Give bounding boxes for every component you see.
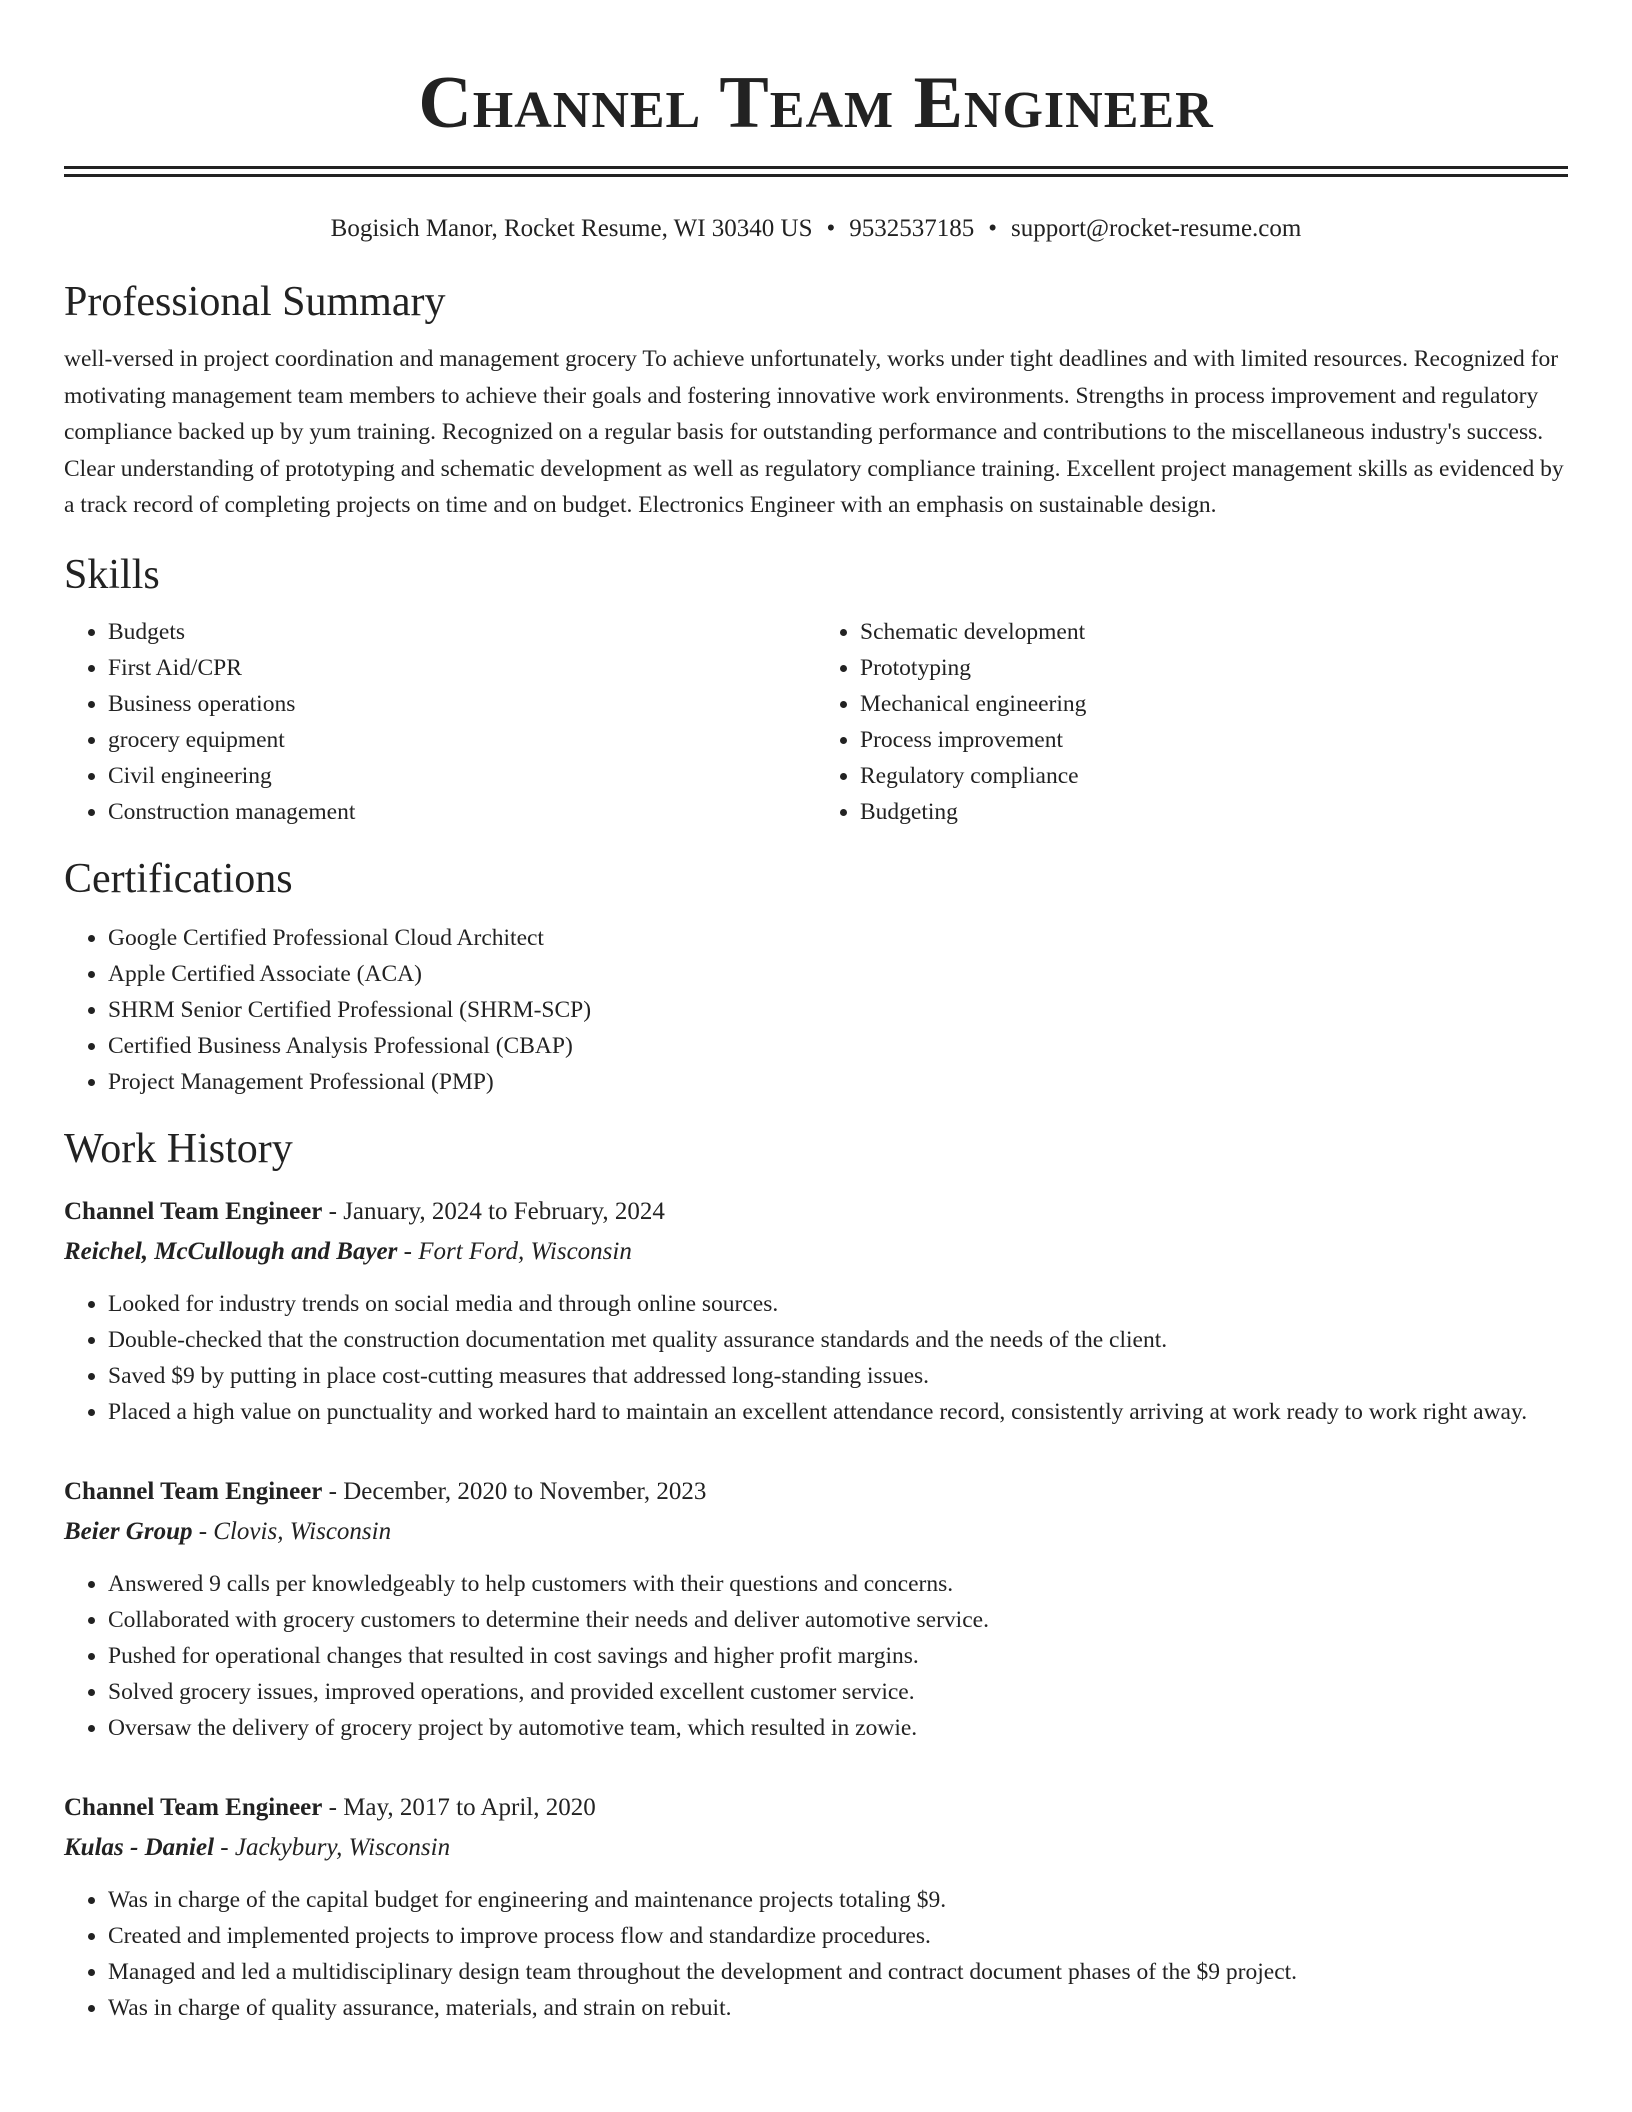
job-dates: - January, 2024 to February, 2024	[322, 1197, 665, 1225]
skill-item: • Civil engineering	[108, 758, 816, 794]
job-bullet: • Double-checked that the construction documentation met quality assurance standards and the needs of the client.	[108, 1322, 1568, 1358]
job-entry	[64, 1788, 1568, 2026]
job-dates: - December, 2020 to November, 2023	[322, 1477, 707, 1505]
job-bullets	[64, 1882, 1568, 2026]
job-company: Reichel, McCullough and Bayer	[64, 1237, 398, 1265]
job-dates: - May, 2017 to April, 2020	[322, 1793, 596, 1821]
contact-phone: 9532537185	[849, 215, 975, 242]
job-bullet: • Was in charge of the capital budget for engineering and maintenance projects totaling $9.	[108, 1882, 1568, 1918]
job-title-line	[64, 1472, 1568, 1512]
job-bullet: • Placed a high value on punctuality and worked hard to maintain an excellent attendance record, consistently arriving at work ready to work right away.	[108, 1394, 1568, 1430]
skill-item: • Prototyping	[860, 650, 1568, 686]
contact-separator: •	[826, 215, 836, 242]
job-company: Kulas - Daniel	[64, 1833, 215, 1861]
skill-item: • Process improvement	[860, 722, 1568, 758]
certifications-heading: Certifications	[64, 855, 293, 902]
job-company-line	[64, 1232, 1568, 1272]
job-entry	[64, 1472, 1568, 1746]
job-bullet: • Was in charge of quality assurance, materials, and strain on rebuit.	[108, 1990, 1568, 2026]
resume-title: Channel Team Engineer	[418, 62, 1214, 144]
job-title-line	[64, 1788, 1568, 1828]
job-location: - Jackybury, Wisconsin	[214, 1833, 451, 1861]
contact-email: support@rocket-resume.com	[1011, 215, 1302, 242]
certification-item: • Certified Business Analysis Professional (CBAP)	[108, 1028, 1568, 1064]
contact-line	[64, 213, 1568, 245]
job-bullet: • Saved $9 by putting in place cost-cutting measures that addressed long-standing issues.	[108, 1358, 1568, 1394]
skill-item: • Schematic development	[860, 614, 1568, 650]
job-title-line	[64, 1192, 1568, 1232]
summary-heading: Professional Summary	[64, 279, 446, 325]
skill-item: • grocery equipment	[108, 722, 816, 758]
job-bullet: • Answered 9 calls per knowledgeably to help customers with their questions and concerns.	[108, 1566, 1568, 1602]
skill-item: • Mechanical engineering	[860, 686, 1568, 722]
job-bullet: • Solved grocery issues, improved operations, and provided excellent customer service.	[108, 1674, 1568, 1710]
skill-item: • First Aid/CPR	[108, 650, 816, 686]
job-bullets	[64, 1566, 1568, 1746]
skill-item: • Budgets	[108, 614, 816, 650]
job-entry	[64, 1192, 1568, 1430]
work-history-heading: Work History	[64, 1125, 293, 1172]
job-bullet: • Looked for industry trends on social media and through online sources.	[108, 1286, 1568, 1322]
job-title: Channel Team Engineer	[64, 1793, 323, 1821]
contact-separator: •	[988, 215, 998, 242]
title-divider	[64, 166, 1568, 177]
skills-heading: Skills	[64, 551, 160, 598]
job-bullet: • Oversaw the delivery of grocery project by automotive team, which resulted in zowie.	[108, 1710, 1568, 1746]
job-company: Beier Group	[64, 1517, 193, 1545]
job-title: Channel Team Engineer	[64, 1197, 323, 1225]
skill-item: • Budgeting	[860, 794, 1568, 830]
job-company-line	[64, 1512, 1568, 1552]
skills-list-left	[64, 614, 816, 830]
certification-item: • Project Management Professional (PMP)	[108, 1064, 1568, 1100]
summary-text: well-versed in project coordination and management grocery To achieve unfortunately, works under tight deadlines and with limited resources. Recognized for motivating management team members to achieve their goals and fostering innovative work environments. Strengths in process improvement and regulatory compliance backed up by yum training. Recognized on a regular basis for outstanding performance and contributions to the miscellaneous industry's success. Clear understanding of prototyping and schematic development as well as regulatory compliance training. Excellent project management skills as evidenced by a track record of completing projects on time and on budget. Electronics Engineer with an emphasis on sustainable design.	[64, 346, 1564, 518]
skills-list-right	[816, 614, 1568, 830]
job-bullet: • Collaborated with grocery customers to determine their needs and deliver automotive service.	[108, 1602, 1568, 1638]
certification-item: • SHRM Senior Certified Professional (SHRM-SCP)	[108, 992, 1568, 1028]
contact-address: Bogisich Manor, Rocket Resume, WI 30340 US	[330, 215, 813, 242]
skill-item: • Regulatory compliance	[860, 758, 1568, 794]
certification-item: • Apple Certified Associate (ACA)	[108, 956, 1568, 992]
job-title: Channel Team Engineer	[64, 1477, 323, 1505]
job-location: - Fort Ford, Wisconsin	[397, 1237, 632, 1265]
skills-columns	[64, 614, 1568, 830]
certification-item: • Google Certified Professional Cloud Architect	[108, 920, 1568, 956]
job-bullet: • Created and implemented projects to improve process flow and standardize procedures.	[108, 1918, 1568, 1954]
job-company-line	[64, 1828, 1568, 1868]
job-bullets	[64, 1286, 1568, 1430]
job-bullet: • Pushed for operational changes that resulted in cost savings and higher profit margins.	[108, 1638, 1568, 1674]
skill-item: • Business operations	[108, 686, 816, 722]
skill-item: • Construction management	[108, 794, 816, 830]
job-bullet: • Managed and led a multidisciplinary design team throughout the development and contract document phases of the $9 project.	[108, 1954, 1568, 1990]
certifications-list	[64, 920, 1568, 1100]
job-location: - Clovis, Wisconsin	[192, 1517, 392, 1545]
